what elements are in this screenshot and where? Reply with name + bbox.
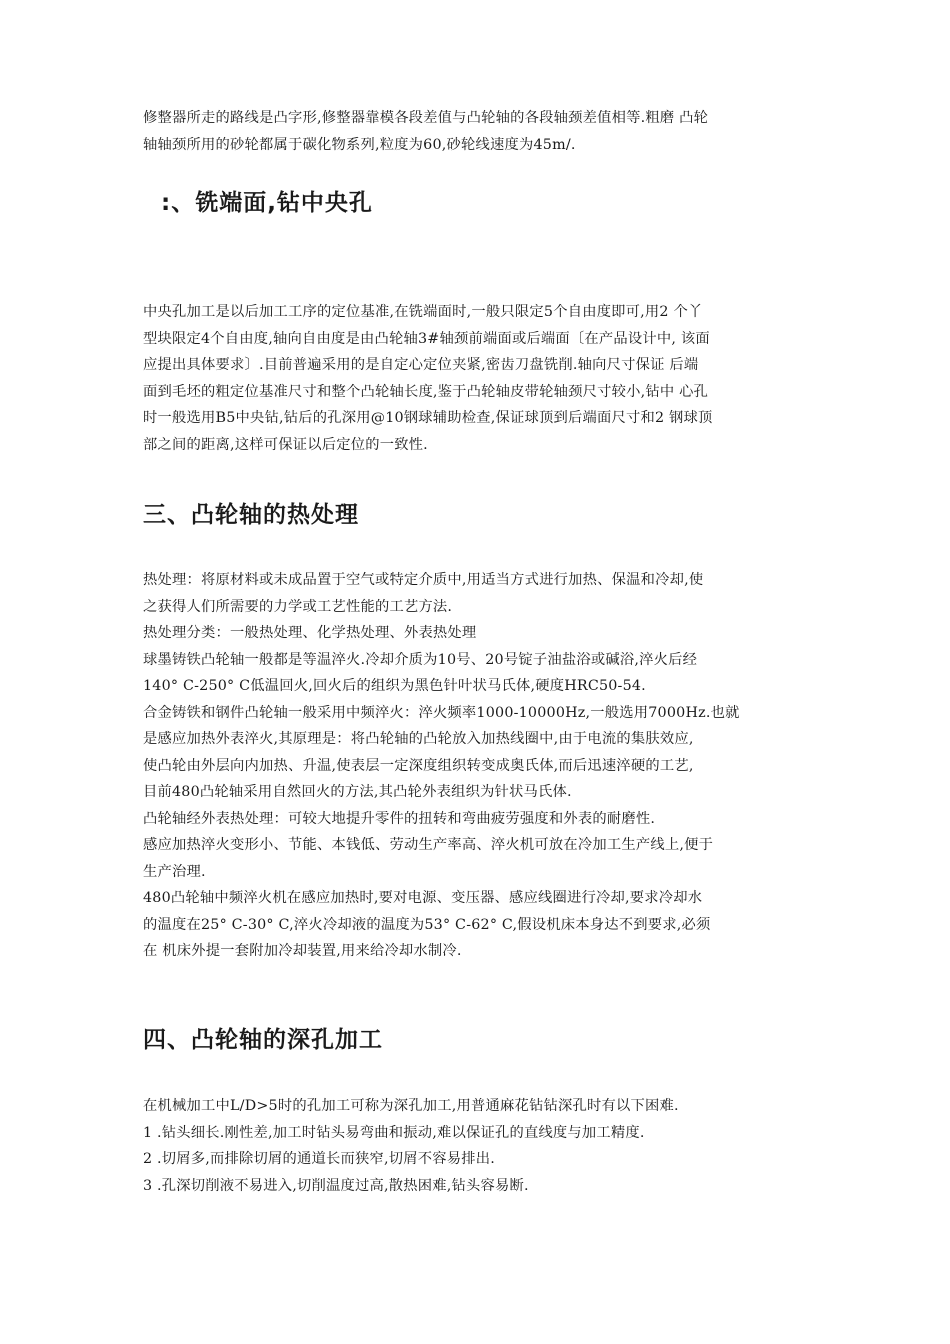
text-line: 热处理分类：一般热处理、化学热处理、外表热处理 xyxy=(143,625,477,641)
text-line: 140° C-250° C低温回火,回火后的组织为黑色针叶状马氏体,硬度HRC50-54. xyxy=(143,678,646,694)
text-line: 面到毛坯的粗定位基准尺寸和整个凸轮轴长度,鉴于凸轮轴皮带轮轴颈尺寸较小,钻中 心孔 xyxy=(143,383,709,400)
text-line: 应提出具体要求〕.目前普遍采用的是自定心定位夹紧,密齿刀盘铣削.轴向尺寸保证 后端 xyxy=(143,357,699,373)
text-line: 热处理：将原材料或未成品置于空气或特定介质中,用适当方式进行加热、保温和冷却,使 xyxy=(143,572,704,588)
paragraph-deep-hole xyxy=(143,1093,823,1199)
text-line: 在 机床外提一套附加冷却装置,用来给冷却水制冷. xyxy=(143,943,462,959)
text-line: 球墨铸铁凸轮轴一般都是等温淬火.冷却介质为10号、20号锭子油盐浴或碱浴,淬火后经 xyxy=(143,651,698,668)
section-heading-heat-treatment: 三、凸轮轴的热处理 xyxy=(143,502,359,528)
paragraph-center-hole xyxy=(143,299,823,458)
list-item: 3 .孔深切削液不易进入,切削温度过高,散热困难,钻头容易断. xyxy=(143,1177,529,1194)
text-line: 生产治理. xyxy=(143,863,206,880)
section-heading-deep-hole: 四、凸轮轴的深孔加工 xyxy=(143,1027,383,1053)
text-line: 在机械加工中L/D>5时的孔加工可称为深孔加工,用普通麻花钻钻深孔时有以下困难. xyxy=(143,1098,679,1114)
text-line: 目前480凸轮轴采用自然回火的方法,其凸轮外表组织为针状马氏体. xyxy=(143,784,572,800)
text-line: 感应加热淬火变形小、节能、本钱低、劳动生产率高、淬火机可放在冷加工生产线上,便于 xyxy=(143,837,714,853)
text-line: 480凸轮轴中频淬火机在感应加热时,要对电源、变压器、感应线圈进行冷却,要求冷却水 xyxy=(143,890,703,906)
text-line: 部之间的距离,这样可保证以后定位的一致性. xyxy=(143,436,428,453)
text-line: 轴轴颈所用的砂轮都属于碳化物系列,粒度为60,砂轮线速度为45m/. xyxy=(143,136,576,153)
paragraph-grinding xyxy=(143,105,823,158)
text-line: 时一般选用B5中央钻,钻后的孔深用@10钢球辅助检查,保证球顶到后端面尺寸和2 钢球顶 xyxy=(143,410,713,426)
text-line: 之获得人们所需要的力学或工艺性能的工艺方法. xyxy=(143,598,453,615)
paragraph-heat-treatment xyxy=(143,567,823,965)
text-line: 合金铸铁和钢件凸轮轴一般采用中频淬火：淬火频率1000-10000Hz,一般选用7000Hz.也就 xyxy=(143,704,740,721)
text-line: 是感应加热外表淬火,其原理是：将凸轮轴的凸轮放入加热线圈中,由于电流的集肤效应, xyxy=(143,731,694,747)
text-line: 中央孔加工是以后加工工序的定位基准,在铣端面时,一般只限定5个自由度即可,用2 个丫 xyxy=(143,304,703,320)
text-line: 修整器所走的路线是凸字形,修整器靠模各段差值与凸轮轴的各段轴颈差值相等.粗磨 凸轮 xyxy=(143,110,709,126)
text-line: 的温度在25° C-30° C,淬火冷却液的温度为53° C-62° C,假设机床本身达不到要求,必须 xyxy=(143,916,711,933)
text-line: 型块限定4个自由度,轴向自由度是由凸轮轴3#轴颈前端面或后端面〔在产品设计中, 该面 xyxy=(143,330,710,347)
section-heading-milling: :、铣端面,钻中央孔 xyxy=(161,190,373,216)
text-line: 使凸轮由外层向内加热、升温,使表层一定深度组织转变成奥氏体,而后迅速淬硬的工艺, xyxy=(143,757,694,774)
list-item: 1 .钻头细长.刚性差,加工时钻头易弯曲和振动,难以保证孔的直线度与加工精度. xyxy=(143,1124,645,1141)
text-line: 凸轮轴经外表热处理：可较大地提升零件的扭转和弯曲疲劳强度和外表的耐磨性. xyxy=(143,810,656,827)
list-item: 2 .切屑多,而排除切屑的通道长而狭窄,切屑不容易排出. xyxy=(143,1151,495,1167)
